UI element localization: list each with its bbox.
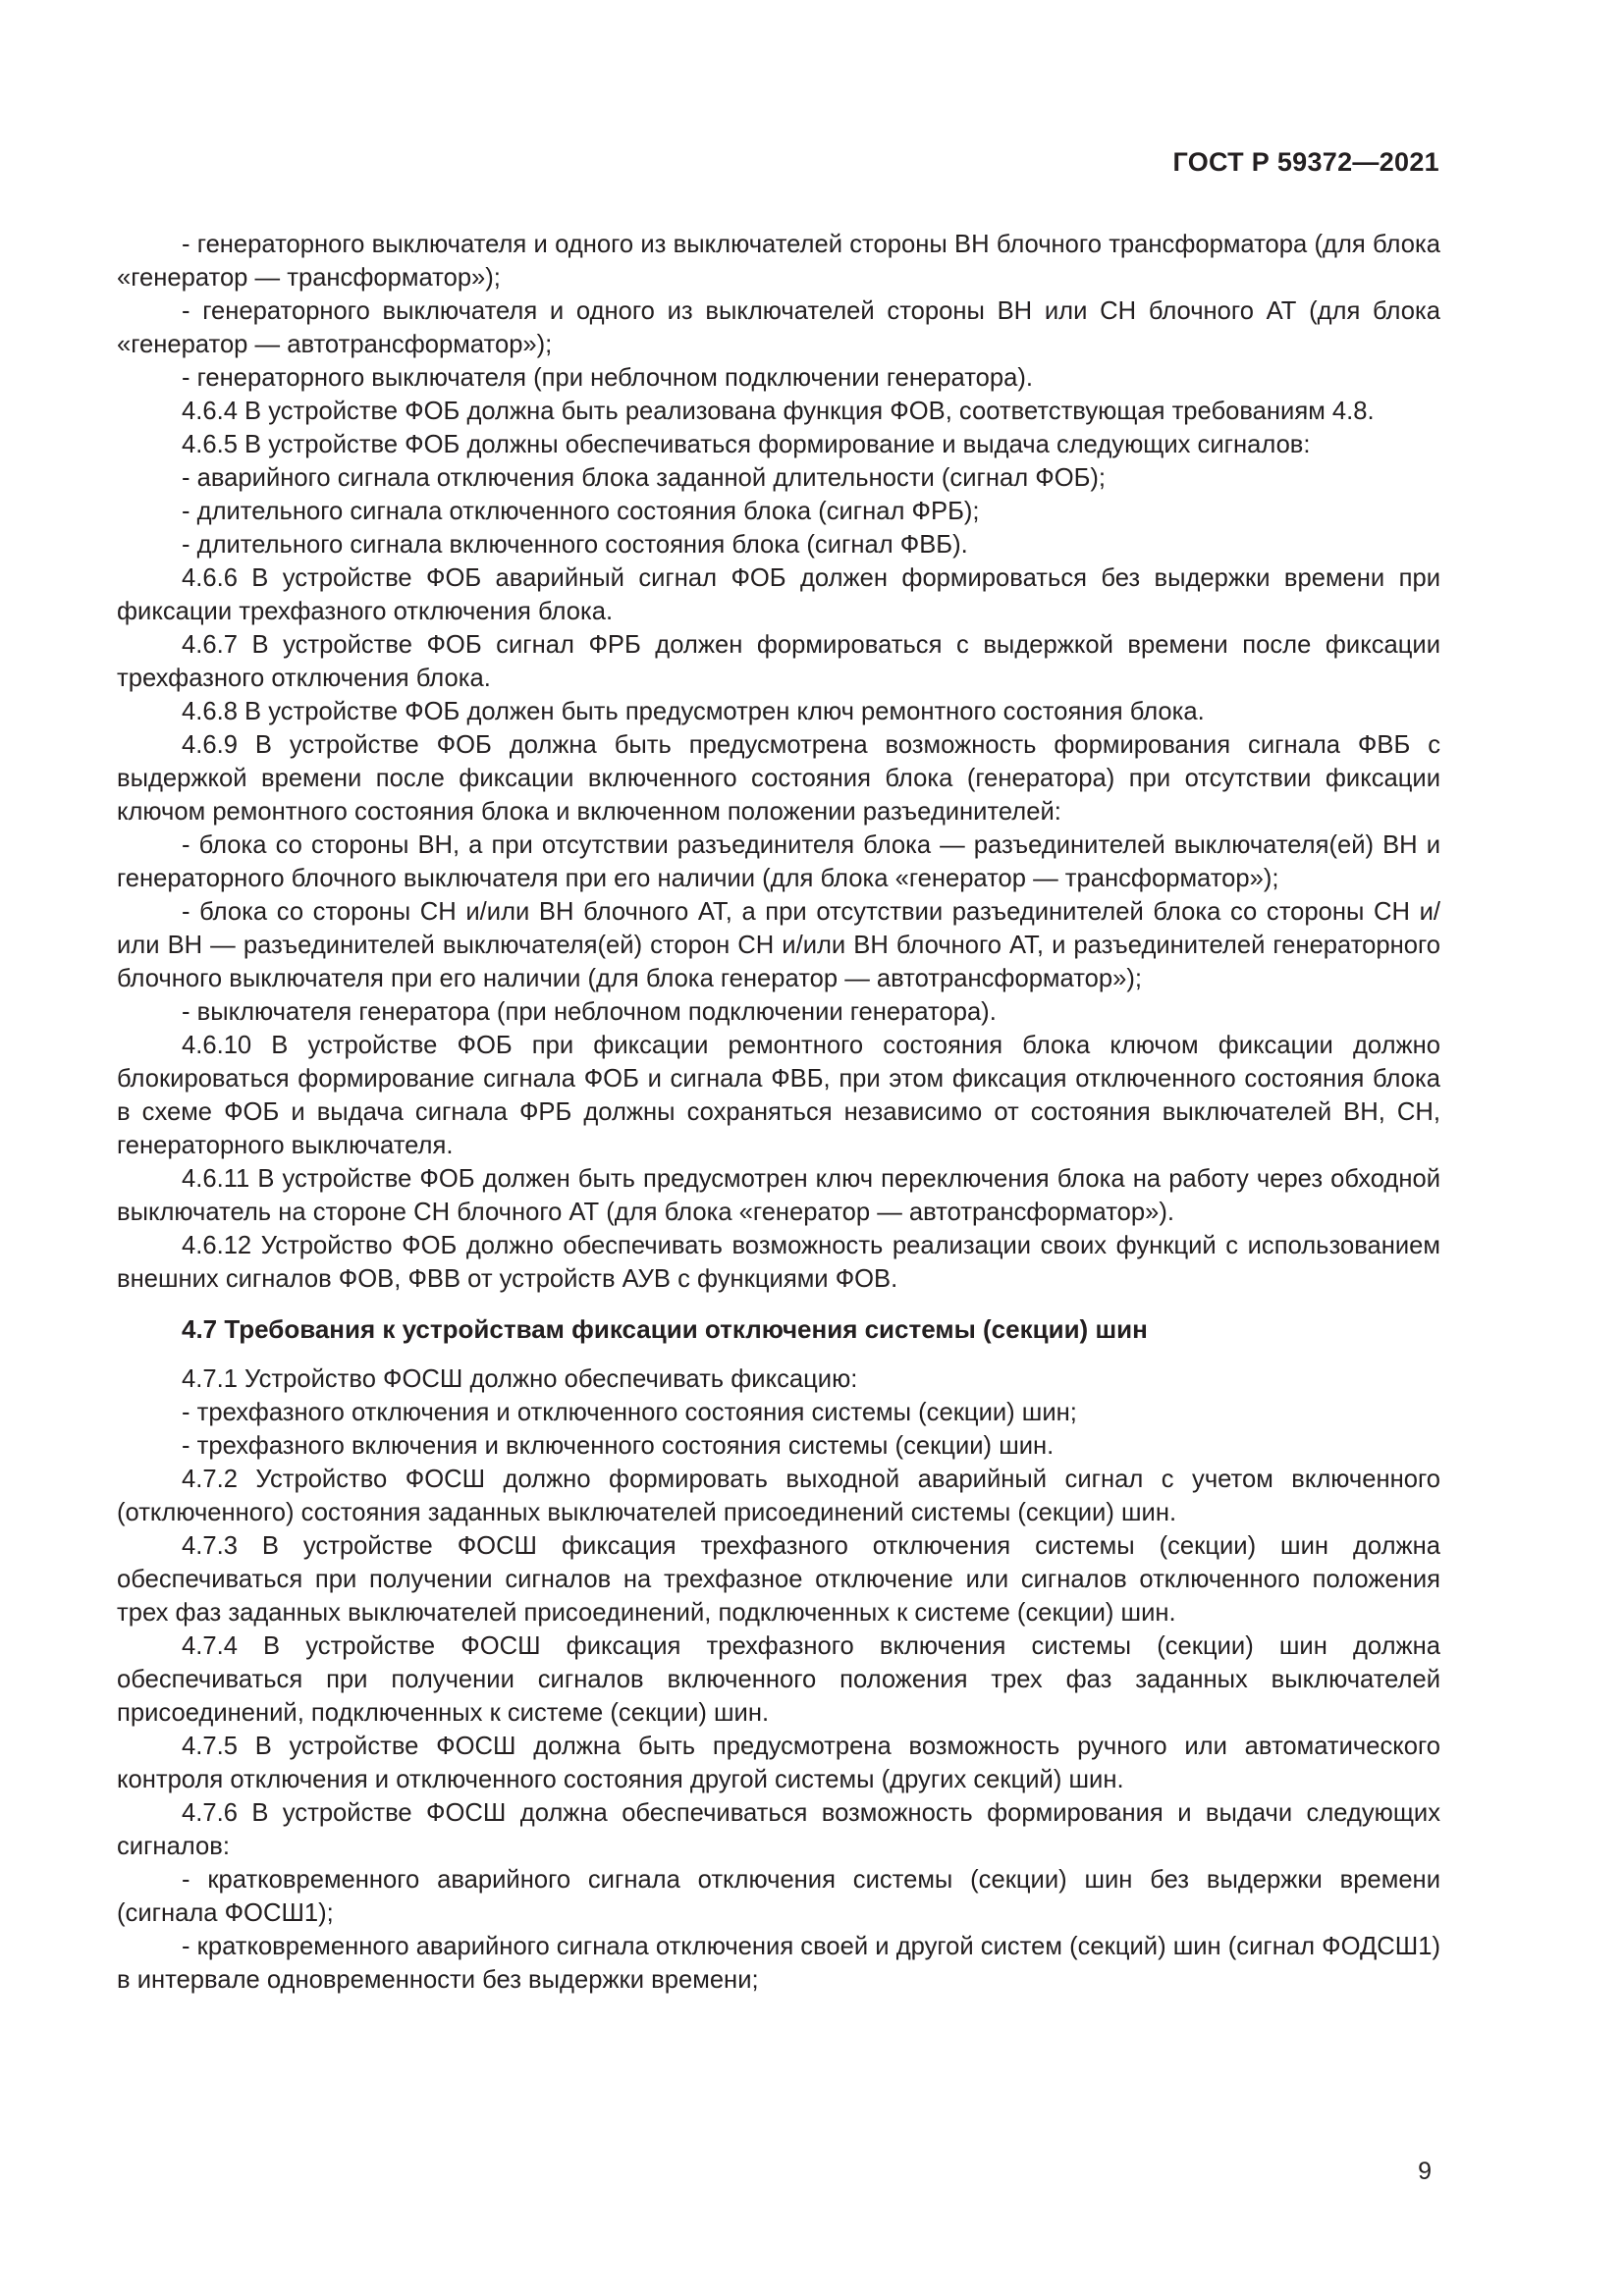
paragraph: 4.6.10 В устройстве ФОБ при фиксации ремонтного состояния блока ключом фиксации должно блокироваться формирование сигнала ФОБ и сигнала ФВБ, при этом фиксация отключенного состояния блока в схеме ФОБ и выдача сигнала ФРБ должны сохраняться независимо от состояния выключателей ВН, СН, генераторного выключателя. <box>117 1032 1440 1159</box>
section-heading: 4.7 Требования к устройствам фиксации отключения системы (секции) шин <box>182 1314 1148 1344</box>
paragraph: - трехфазного отключения и отключенного состояния системы (секции) шин; <box>182 1399 1077 1426</box>
paragraph: 4.6.9 В устройстве ФОБ должна быть предусмотрена возможность формирования сигнала ФВБ с выдержкой времени после фиксации включенного состояния блока (генератора) при отсутствии фиксации ключом ремонтного состояния блока и включенном положении разъединителей: <box>117 731 1440 826</box>
paragraph: 4.6.4 В устройстве ФОБ должна быть реализована функция ФОВ, соответствующая требованиям 4.8. <box>182 398 1375 425</box>
paragraph: 4.6.5 В устройстве ФОБ должны обеспечиваться формирование и выдача следующих сигналов: <box>182 431 1311 458</box>
paragraph: - блока со стороны СН и/или ВН блочного АТ, а при отсутствии разъединителей блока со стороны СН и/или ВН — разъединителей выключателя(ей) сторон СН и/или ВН блочного АТ, и разъединителей генераторного блочного выключателя при его наличии (для блока генератор — автотрансформатор»); <box>117 898 1440 992</box>
paragraph: - кратковременного аварийного сигнала отключения своей и другой систем (секций) шин (сигнал ФОДСШ1) в интервале одновременности без выдержки времени; <box>117 1933 1440 1994</box>
page-number: 9 <box>1418 2158 1432 2185</box>
paragraph: 4.7.6 В устройстве ФОСШ должна обеспечиваться возможность формирования и выдачи следующих сигналов: <box>117 1799 1440 1860</box>
paragraph: - аварийного сигнала отключения блока заданной длительности (сигнал ФОБ); <box>182 464 1107 492</box>
paragraph: 4.6.7 В устройстве ФОБ сигнал ФРБ должен формироваться с выдержкой времени после фиксации трехфазного отключения блока. <box>117 631 1440 692</box>
paragraph: - блока со стороны ВН, а при отсутствии разъединителя блока — разъединителей выключателя(ей) ВН и генераторного блочного выключателя при его наличии (для блока «генератор — трансформатор»); <box>117 831 1440 892</box>
paragraph: 4.6.8 В устройстве ФОБ должен быть предусмотрен ключ ремонтного состояния блока. <box>182 698 1205 725</box>
paragraph: 4.7.5 В устройстве ФОСШ должна быть предусмотрена возможность ручного или автоматического контроля отключения и отключенного состояния другой системы (других секций) шин. <box>117 1733 1440 1793</box>
paragraph: - генераторного выключателя и одного из выключателей стороны ВН блочного трансформатора (для блока «генератор — трансформатор»); <box>117 231 1440 292</box>
paragraph: 4.6.6 В устройстве ФОБ аварийный сигнал ФОБ должен формироваться без выдержки времени при фиксации трехфазного отключения блока. <box>117 564 1440 625</box>
paragraph: 4.7.1 Устройство ФОСШ должно обеспечивать фиксацию: <box>182 1365 858 1393</box>
paragraph: - генераторного выключателя (при неблочном подключении генератора). <box>182 364 1033 392</box>
paragraph: - генераторного выключателя и одного из выключателей стороны ВН или СН блочного АТ (для блока «генератор — автотрансформатор»); <box>117 297 1440 358</box>
paragraph: - длительного сигнала включенного состояния блока (сигнал ФВБ). <box>182 531 968 559</box>
paragraph: - трехфазного включения и включенного состояния системы (секции) шин. <box>182 1432 1055 1460</box>
paragraph: 4.7.4 В устройстве ФОСШ фиксация трехфазного включения системы (секции) шин должна обеспечиваться при получении сигналов включенного положения трех фаз заданных выключателей присоединений, подключенных к системе (секции) шин. <box>117 1632 1440 1727</box>
paragraph: 4.6.11 В устройстве ФОБ должен быть предусмотрен ключ переключения блока на работу через обходной выключатель на стороне СН блочного АТ (для блока «генератор — автотрансформатор»). <box>117 1165 1440 1226</box>
document-body <box>117 228 1440 1997</box>
paragraph: 4.6.12 Устройство ФОБ должно обеспечивать возможность реализации своих функций с использованием внешних сигналов ФОВ, ФВВ от устройств АУВ с функциями ФОВ. <box>117 1232 1440 1293</box>
paragraph: - длительного сигнала отключенного состояния блока (сигнал ФРБ); <box>182 498 980 525</box>
paragraph: - кратковременного аварийного сигнала отключения системы (секции) шин без выдержки времени (сигнала ФОСШ1); <box>117 1866 1440 1927</box>
paragraph: 4.7.3 В устройстве ФОСШ фиксация трехфазного отключения системы (секции) шин должна обеспечиваться при получении сигналов на трехфазное отключение или сигналов отключенного положения трех фаз заданных выключателей присоединений, подключенных к системе (секции) шин. <box>117 1532 1440 1627</box>
document-standard-id: ГОСТ Р 59372—2021 <box>1172 147 1439 177</box>
paragraph: 4.7.2 Устройство ФОСШ должно формировать выходной аварийный сигнал с учетом включенного (отключенного) состояния заданных выключателей присоединений системы (секции) шин. <box>117 1466 1440 1526</box>
paragraph: - выключателя генератора (при неблочном подключении генератора). <box>182 998 997 1026</box>
